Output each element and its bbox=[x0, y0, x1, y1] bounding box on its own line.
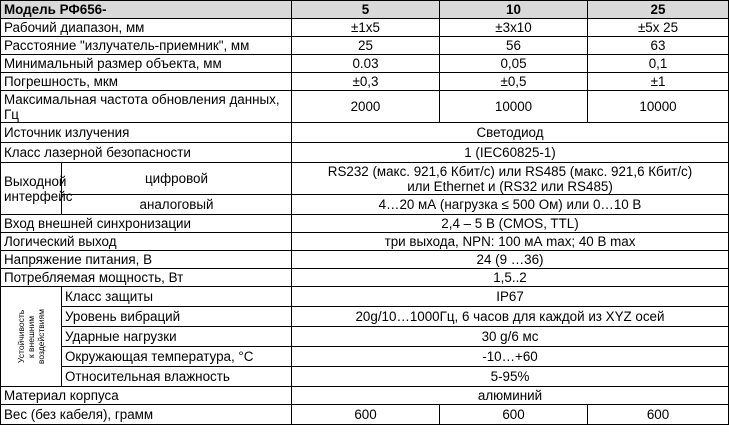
header-row bbox=[1, 1, 729, 19]
row-value: 0,05 bbox=[440, 55, 588, 73]
row-value: три выхода, NPN: 100 мА max; 40 В max bbox=[292, 233, 729, 251]
env-item-value: -10…+60 bbox=[292, 347, 729, 367]
model-header: Модель РФ656- bbox=[1, 1, 292, 19]
table-row bbox=[1, 327, 729, 347]
table-row bbox=[1, 215, 729, 233]
row-value: 25 bbox=[292, 37, 440, 55]
row-label: Напряжение питания, В bbox=[1, 251, 292, 269]
env-item-label: Окружающая температура, °С bbox=[62, 347, 292, 367]
col-header-25: 25 bbox=[588, 1, 729, 19]
row-label: Класс лазерной безопасности bbox=[1, 143, 292, 163]
row-value: 1 (IEC60825-1) bbox=[292, 143, 729, 163]
interface-analog-label: аналоговый bbox=[62, 195, 292, 215]
row-value: 600 bbox=[440, 405, 588, 425]
table-row bbox=[1, 19, 729, 37]
row-value: ±0,5 bbox=[440, 73, 588, 91]
row-value: 63 bbox=[588, 37, 729, 55]
row-label: Рабочий диапазон, мм bbox=[1, 19, 292, 37]
row-label: Потребляемая мощность, Вт bbox=[1, 269, 292, 287]
row-value: 600 bbox=[588, 405, 729, 425]
group-label-line: воздействиям bbox=[36, 308, 46, 365]
interface-digital-value bbox=[292, 163, 729, 195]
table-row bbox=[1, 387, 729, 405]
env-item-value: 20g/10…1000Гц, 6 часов для каждой из XYZ осей bbox=[292, 307, 729, 327]
interface-group-label bbox=[1, 163, 73, 215]
env-item-label: Ударные нагрузки bbox=[62, 327, 292, 347]
table-row bbox=[1, 405, 729, 425]
row-value: алюминий bbox=[292, 387, 729, 405]
row-label: Погрешность, мкм bbox=[1, 73, 292, 91]
row-value: 0.03 bbox=[292, 55, 440, 73]
table-row bbox=[1, 347, 729, 367]
env-item-value: IP67 bbox=[292, 287, 729, 307]
table-row bbox=[1, 91, 729, 123]
col-header-5: 5 bbox=[292, 1, 440, 19]
group-label-line: интерфейс bbox=[4, 188, 73, 204]
row-value: 10000 bbox=[440, 91, 588, 123]
row-value: ±1 bbox=[588, 73, 729, 91]
table-row bbox=[1, 55, 729, 73]
table-row bbox=[1, 251, 729, 269]
table-row bbox=[1, 233, 729, 251]
row-value: ±5x 25 bbox=[588, 19, 729, 37]
value-line: или Ethernet и (RS32 или RS485) bbox=[407, 178, 613, 194]
row-value: ±3x10 bbox=[440, 19, 588, 37]
value-line: RS232 (макс. 921,6 Кбит/с) или RS485 (макс. 921,6 Кбит/с) bbox=[327, 163, 693, 179]
row-label: Вес (без кабеля), грамм bbox=[1, 405, 292, 425]
table-row bbox=[1, 73, 729, 91]
table-row bbox=[1, 143, 729, 163]
row-value: 1,5..2 bbox=[292, 269, 729, 287]
row-value: 10000 bbox=[588, 91, 729, 123]
row-value: 0,1 bbox=[588, 55, 729, 73]
table-row bbox=[1, 269, 729, 287]
interface-analog-value: 4…20 мА (нагрузка ≤ 500 Ом) или 0…10 В bbox=[292, 195, 729, 215]
row-label: Расстояние "излучатель-приемник", мм bbox=[1, 37, 292, 55]
table-row bbox=[1, 37, 729, 55]
row-label: Вход внешней синхронизации bbox=[1, 215, 292, 233]
row-value: 2000 bbox=[292, 91, 440, 123]
table-row bbox=[1, 123, 729, 143]
row-label: Источник излучения bbox=[1, 123, 292, 143]
row-label-line: Максимальная частота обновления данных, bbox=[4, 91, 280, 107]
row-label bbox=[1, 91, 292, 123]
row-label-line: Гц bbox=[4, 106, 19, 122]
col-header-10: 10 bbox=[440, 1, 588, 19]
environment-group-text bbox=[16, 309, 46, 364]
env-item-label: Класс защиты bbox=[62, 287, 292, 307]
group-label-line: Устойчивость bbox=[16, 309, 26, 364]
table-row bbox=[1, 287, 729, 307]
group-label-line: Выходной bbox=[4, 173, 67, 189]
env-item-label: Относительная влажность bbox=[62, 367, 292, 387]
table-row bbox=[1, 163, 729, 195]
env-item-value: 5-95% bbox=[292, 367, 729, 387]
row-value: 2,4 – 5 В (CMOS, TTL) bbox=[292, 215, 729, 233]
table-row bbox=[1, 195, 729, 215]
row-value: 56 bbox=[440, 37, 588, 55]
row-label: Логический выход bbox=[1, 233, 292, 251]
row-label: Материал корпуса bbox=[1, 387, 292, 405]
row-value: Светодиод bbox=[292, 123, 729, 143]
env-item-value: 30 g/6 мс bbox=[292, 327, 729, 347]
row-label: Минимальный размер объекта, мм bbox=[1, 55, 292, 73]
table-row bbox=[1, 307, 729, 327]
environment-group-label bbox=[1, 287, 62, 387]
row-value: ±0,3 bbox=[292, 73, 440, 91]
env-item-label: Уровень вибраций bbox=[62, 307, 292, 327]
row-value: 600 bbox=[292, 405, 440, 425]
interface-digital-label: цифровой bbox=[62, 163, 292, 195]
row-value: ±1x5 bbox=[292, 19, 440, 37]
table-row bbox=[1, 367, 729, 387]
group-label-line: к внешним bbox=[26, 315, 36, 358]
row-value: 24 (9 …36) bbox=[292, 251, 729, 269]
